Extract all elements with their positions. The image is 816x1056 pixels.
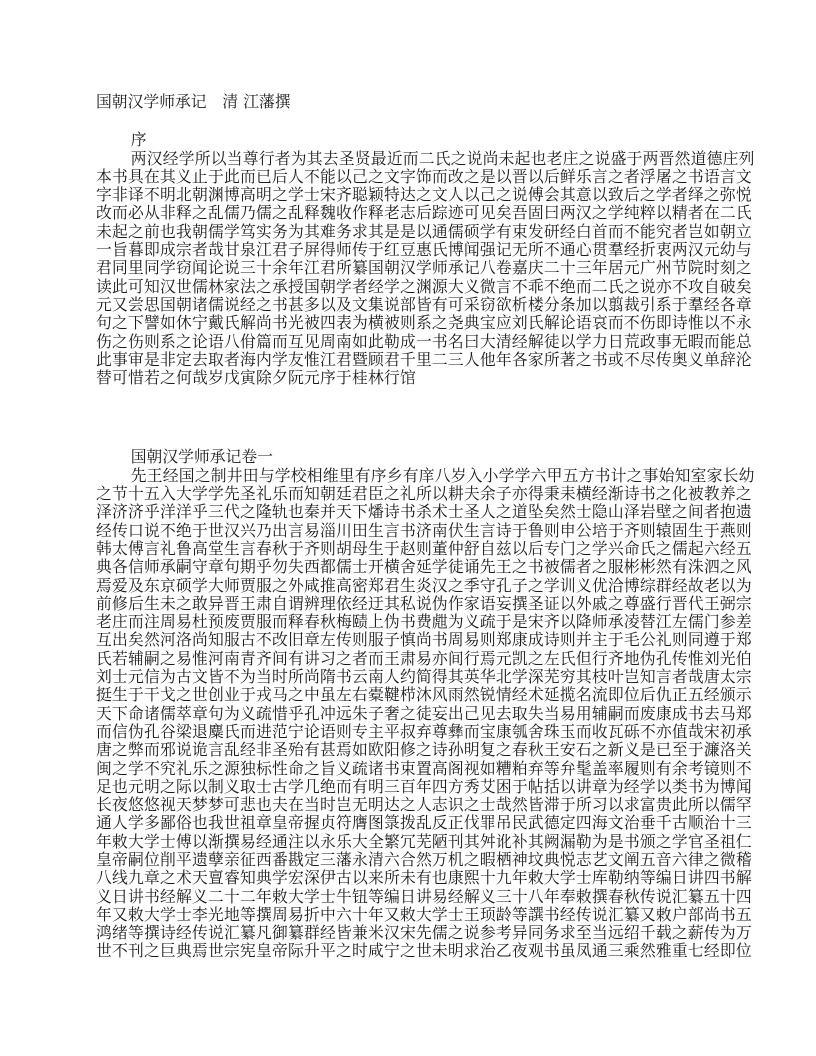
text-line: 年敕大学士傅以渐撰易经通注以永乐大全繁冗芜陋刊其舛讹补其阙漏勒为是书颁之学官圣祖仁 [96, 831, 752, 851]
text-line: 先王经国之制井田与学校相维里有序乡有庠八岁入小学学六甲五方书计之事始知室家长幼 [130, 465, 755, 485]
text-line: 读此可知汉世儒林家法之承授国朝学者经学之渊源大义微言不乖不绝而二氏之说亦不攻自破矣 [96, 276, 752, 296]
text-line: 替可惜若之何哉岁戊寅除夕阮元序于桂林行馆 [96, 368, 416, 388]
text-line: 闽之学不究礼乐之源独标性命之旨义疏诸书束置高阁视如糟粕弃等弁髦盖率履则有余考镜则不 [96, 758, 752, 778]
text-line: 通人学多鄙俗也我世祖章皇帝握贞符膺图箓拨乱反正伐罪吊民武德定四海文治垂千古顺治十三 [96, 813, 752, 833]
text-line: 天下命诸儒萃章句为义疏惜乎孔冲远朱子奢之徒妄出己见去取失当易用辅嗣而废康成书去马郑 [96, 703, 752, 723]
preface-paragraph [96, 150, 758, 388]
text-line: 鸿绪等撰诗经传说汇纂凡御纂群经皆兼米汉宋先儒之说参考异同务求至当远绍千载之薪传为万 [96, 923, 752, 943]
volume1-paragraph [96, 467, 758, 961]
text-line: 前修后生未之敢异晋王肃自谓辨理依经迂其私说伪作家语妄撰圣证以外戚之尊盛行晋代王弼宗 [96, 593, 752, 613]
text-line: 挺生于干戈之世创业于戎马之中虽左右橐鞬栉沐风雨然锐情经术延揽名流即位后仇正五经颁示 [96, 685, 752, 705]
text-line: 焉爱及东京硕学大师贾服之外咸推高密郑君生炎汉之季守孔子之学训义优洽博综群经故老以为 [96, 575, 752, 595]
text-line: 泽济济乎洋洋乎三代之隆轨也秦并天下燔诗书杀术士圣人之道坠矣然士隐山泽岩壁之间者抱遗 [96, 502, 752, 522]
text-line: 长夜悠悠视天梦梦可悲也夫在当时岂无明达之人志识之士哉然皆滞于所习以求富贵此所以儒罕 [96, 795, 752, 815]
text-line: 世不刊之巨典焉世宗宪皇帝际升平之时咸宁之世未明求治乙夜观书虽凤通三乘然雅重七经即位 [96, 941, 752, 961]
text-line: 本书具在其义止于此而已后人不能以己之文字饰而改之是以晋以后鲜乐言之者浮屠之书语言文 [96, 166, 752, 186]
text-line: 年又敕大学士李光地等撰周易折中六十年又敕大学士王顼龄等譔书经传说汇纂又敕户部尚书五 [96, 904, 752, 924]
text-line: 元又尝思国朝诸儒说经之书甚多以及文集说部皆有可采窃欲析楼分条加以翦裁引系于羣经各章 [96, 294, 752, 314]
text-line: 典各信师承嗣守章句期乎勿失西都儒士开横舍延学徒诵先王之书被儒者之服彬彬然有洙泗之风 [96, 557, 752, 577]
text-line: 经传口说不绝于世汉兴乃出言易淄川田生言书济南伏生言诗于鲁则申公培于齐则辕固生于燕则 [96, 520, 752, 540]
text-line: 君同里同学窃闻论说三十余年江君所纂国朝汉学师承记八卷嘉庆二十三年居元广州节院时刻之 [96, 258, 752, 278]
text-line: 氏若辅嗣之易惟河南青齐间有讲习之者而王肃易亦间行焉元凯之左氏但行齐地伪孔传惟刘光伯 [96, 648, 752, 668]
text-line: 未起之前也我朝儒学笃实务为其难务求其是是以通儒硕学有束发研经白首而不能究者岂如朝立 [96, 221, 752, 241]
text-line: 刘士元信为古文皆不为当时所尚隋书云南人约简得其英华北学深芜穷其枝叶岂知言者哉唐太宗 [96, 667, 752, 687]
document-title: 国朝汉学师承记 清 江藩撰 [96, 92, 291, 111]
text-line: 改而必从非释之乱儒乃儒之乱释魏收作释老志后踪迹可见矣吾固曰两汉之学纯粹以精者在二氏 [96, 203, 752, 223]
text-line: 而信伪孔谷梁退麋氏而进范宁论语则专主平叔弃尊彝而宝康瓠舍珠玉而收瓦砾不亦值哉宋初承 [96, 721, 752, 741]
text-line: 互出矣然河洛尚知服古不改旧章左传则服子慎尚书周易则郑康成诗则并主于毛公礼则同遵于郑 [96, 630, 752, 650]
preface-heading: 序 [130, 130, 147, 150]
text-line: 此事审是非定去取者海内学友惟江君暨顾君千里二三人他年各家所著之书或不尽传奥义单辞沦 [96, 349, 752, 369]
text-line: 韩太傅言礼鲁高堂生言春秋于齐则胡母生于赵则董仲舒自兹以后专门之学兴命氏之儒起六经五 [96, 538, 752, 558]
text-line: 八线九章之术天亶睿知典学宏深伊古以来所未有也康熙十九年敕大学士库勒纳等编日讲四书解 [96, 868, 752, 888]
text-line: 老庄而注周易杜预废贾服而释春秋梅赜上伪书费甝为义疏于是宋齐以降师承凌替江左儒门参差 [96, 612, 752, 632]
text-line: 一旨暮即成宗者哉甘泉江君子屏得师传于红豆惠氏博闻强记无所不通心贯羣经折衷两汉元幼与 [96, 240, 752, 260]
text-line: 皇帝嗣位削平遗孽亲征西番戡定三藩永清六合然万机之暇栖神坟典悦志艺文阐五音六律之微稽 [96, 849, 752, 869]
text-line: 之节十五入大学学先圣礼乐而知朝廷君臣之礼所以耕夫余子亦得秉耒横经渐诗书之化被教养之 [96, 484, 752, 504]
volume1-heading: 国朝汉学师承记卷一 [130, 447, 273, 467]
text-line: 伤之伤则系之论语八佾篇而互见周南如此勒成一书名曰大清经解徒以学力日荒政事无暇而能总 [96, 331, 752, 351]
text-line: 两汉经学所以当尊行者为其去圣贤最近而二氏之说尚未起也老庄之说盛于两晋然道德庄列 [130, 148, 755, 168]
text-line: 句之下譬如休宁戴氏解尚书光被四表为横被则系之尧典宝应刘氏解论语哀而不伤即诗惟以不永 [96, 313, 752, 333]
text-line: 足也元明之际以制义取士古学几绝而有明三百年四方秀艾困于帖括以讲章为经学以类书为博闻 [96, 776, 752, 796]
volume1-section [96, 448, 758, 960]
text-line: 义日讲书经解义二十二年敕大学士牛钮等编日讲易经解义三十八年奉敕撰春秋传说汇纂五十四 [96, 886, 752, 906]
preface-section [96, 131, 758, 387]
text-line: 字非译不明北朝渊博高明之学士宋齐聪颖特达之文人以己之说傅会其意以致后之学者绎之弥悦 [96, 185, 752, 205]
text-line: 唐之弊而邪说诡言乱经非圣殆有甚焉如欧阳修之诗孙明复之春秋王安石之新义是已至于濂洛关 [96, 740, 752, 760]
